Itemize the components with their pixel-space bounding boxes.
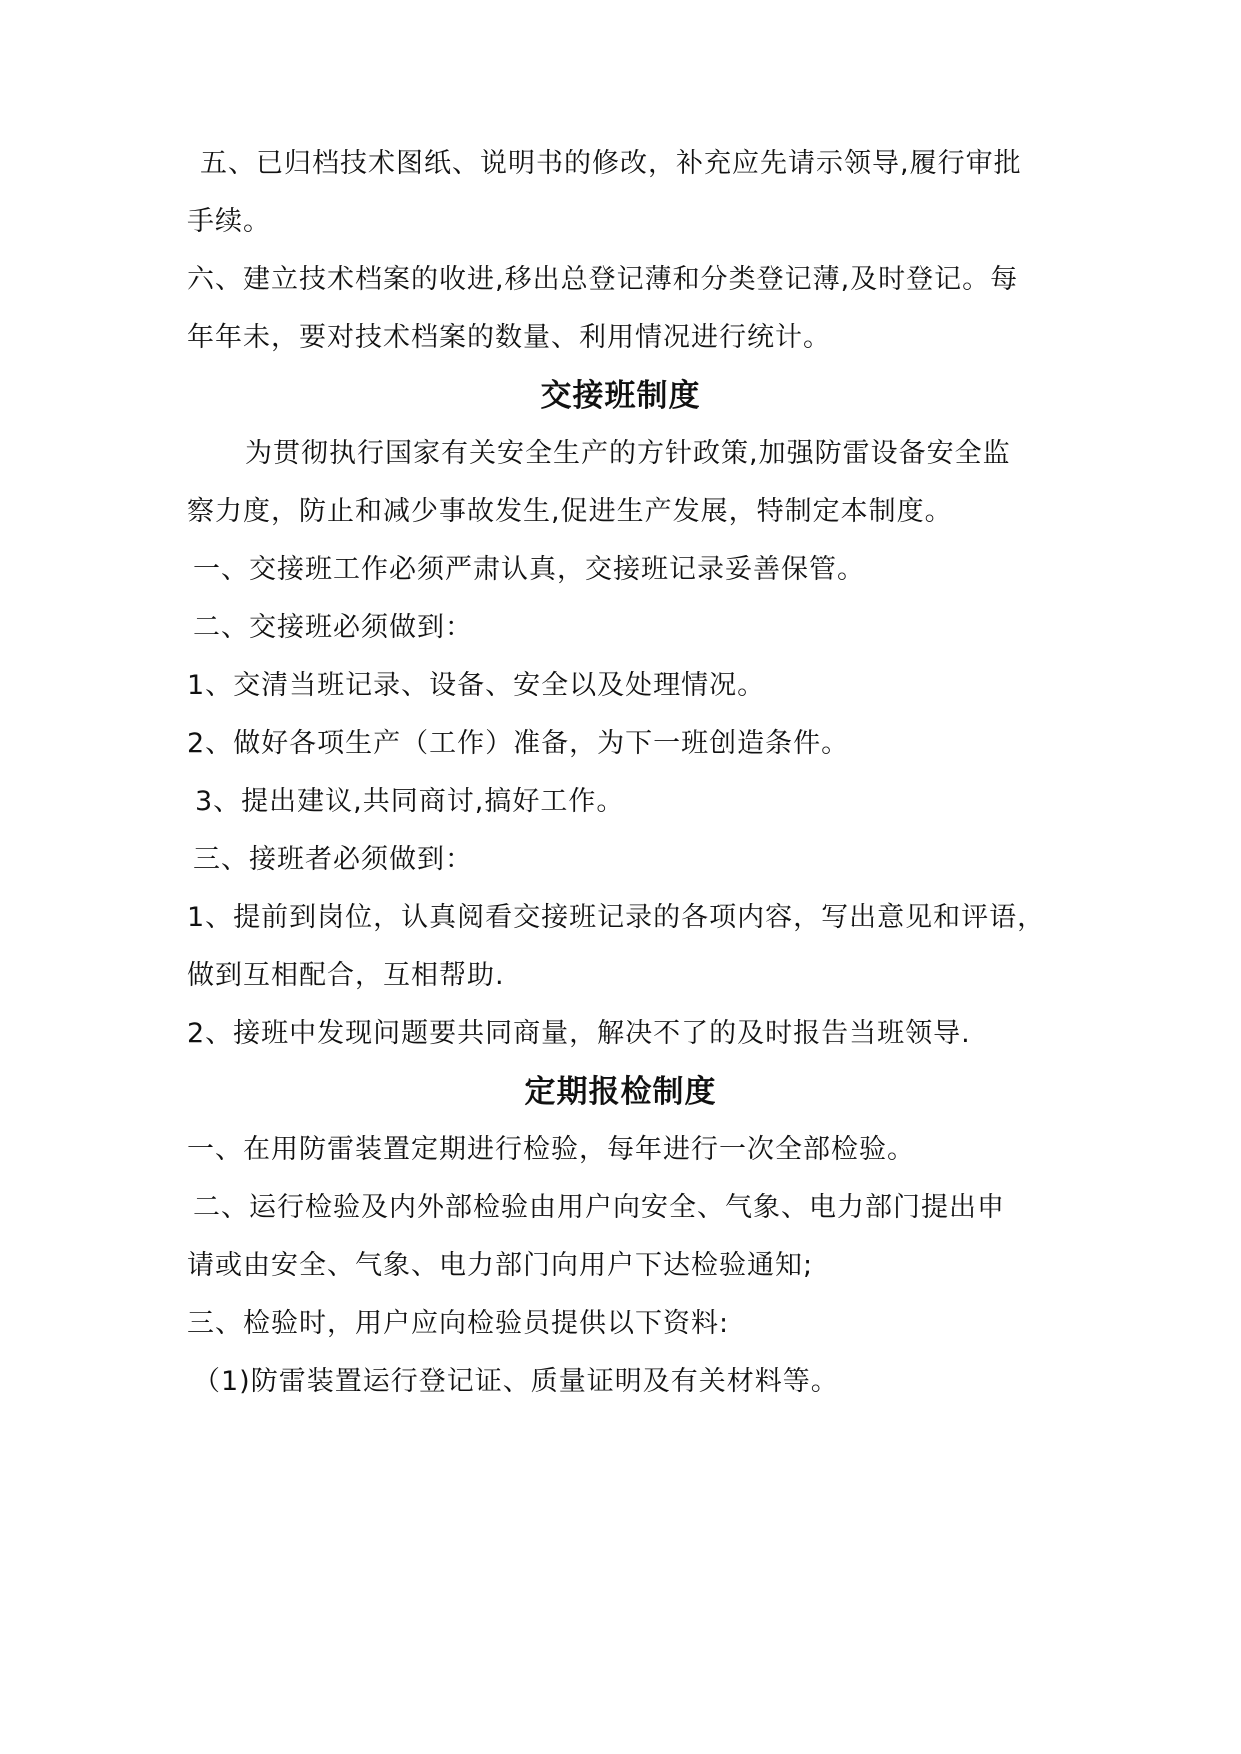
list-item: 3、提出建议,共同商讨,搞好工作。 bbox=[195, 786, 625, 817]
paragraph-line: 做到互相配合，互相帮助. bbox=[187, 960, 505, 991]
paragraph-line: 二、交接班必须做到： bbox=[193, 612, 473, 643]
list-item: 1、提前到岗位，认真阅看交接班记录的各项内容，写出意见和评语， bbox=[187, 902, 1046, 933]
section-heading: 定期报检制度 bbox=[524, 1074, 717, 1110]
paragraph-line: 三、检验时，用户应向检验员提供以下资料: bbox=[187, 1308, 730, 1339]
paragraph-line: 六、建立技术档案的收进,移出总登记薄和分类登记薄,及时登记。每 bbox=[187, 264, 1019, 295]
paragraph-line: 请或由安全、气象、电力部门向用户下达检验通知; bbox=[187, 1250, 814, 1281]
paragraph-line: 二、运行检验及内外部检验由用户向安全、气象、电力部门提出申 bbox=[193, 1192, 1005, 1223]
paragraph-line: 为贯彻执行国家有关安全生产的方针政策,加强防雷设备安全监 bbox=[245, 438, 1011, 469]
paragraph-line: 察力度，防止和减少事故发生,促进生产发展，特制定本制度。 bbox=[187, 496, 953, 527]
paragraph-line: 三、接班者必须做到： bbox=[193, 844, 473, 875]
paragraph-line: 手续。 bbox=[187, 206, 271, 237]
paragraph-line: 一、在用防雷装置定期进行检验，每年进行一次全部检验。 bbox=[187, 1134, 915, 1165]
list-item: （1)防雷装置运行登记证、质量证明及有关材料等。 bbox=[193, 1366, 839, 1397]
list-item: 2、做好各项生产（工作）准备，为下一班创造条件。 bbox=[187, 728, 850, 759]
paragraph-line: 年年未，要对技术档案的数量、利用情况进行统计。 bbox=[187, 322, 831, 353]
list-item: 1、交清当班记录、设备、安全以及处理情况。 bbox=[187, 670, 766, 701]
paragraph-line: 五、已归档技术图纸、说明书的修改，补充应先请示领导,履行审批 bbox=[200, 148, 1022, 179]
paragraph-line: 一、交接班工作必须严肃认真，交接班记录妥善保管。 bbox=[193, 554, 865, 585]
section-heading: 交接班制度 bbox=[540, 378, 701, 414]
list-item: 2、接班中发现问题要共同商量，解决不了的及时报告当班领导. bbox=[187, 1018, 971, 1049]
